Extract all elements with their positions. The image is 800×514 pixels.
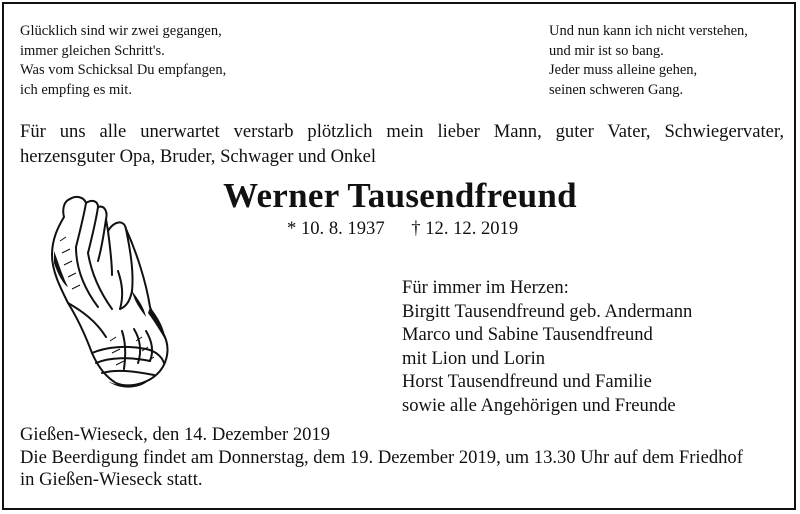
funeral-details: in Gießen-Wieseck statt. (20, 469, 203, 490)
funeral-info (20, 424, 743, 492)
poem-line: immer gleichen Schritt's. (20, 42, 165, 59)
announcement-line: Für uns alle unerwartet verstarb plötzlich mein lieber Mann, guter Vater, Schwiegervater, (20, 121, 784, 142)
life-dates (287, 218, 518, 240)
place-date: Gießen-Wieseck, den 14. Dezember 2019 (20, 424, 331, 445)
poem-line: Und nun kann ich nicht verstehen, (549, 23, 748, 39)
mourner: mit Lion und Lorin (402, 347, 546, 369)
praying-hands-icon (46, 191, 180, 401)
mourners-heading: Für immer im Herzen: (402, 277, 569, 298)
poem-line: und mir ist so bang. (549, 42, 664, 59)
announcement-text (20, 119, 784, 169)
poem-line: ich empfing es mit. (20, 81, 132, 98)
mourner: Birgitt Tausendfreund geb. Andermann (402, 300, 693, 322)
poem-line: Glücklich sind wir zwei gegangen, (20, 23, 222, 39)
birth-date: * 10. 8. 1937 (287, 218, 385, 239)
announcement-line: herzensguter Opa, Bruder, Schwager und Onkel (20, 146, 377, 167)
death-date: † 12. 12. 2019 (411, 218, 519, 239)
poem-line: seinen schweren Gang. (549, 81, 684, 98)
poem-line: Jeder muss alleine gehen, (549, 62, 698, 78)
mourner: Horst Tausendfreund und Familie (402, 371, 652, 392)
poem-right (549, 22, 748, 100)
poem-left (20, 22, 226, 100)
mourner: sowie alle Angehörigen und Freunde (402, 394, 676, 416)
deceased-name: Werner Tausendfreund (223, 176, 577, 215)
funeral-details: Die Beerdigung findet am Donnerstag, dem 19. Dezember 2019, um 13.30 Uhr auf dem Friedhof (20, 446, 743, 468)
poem-line: Was vom Schicksal Du empfangen, (20, 62, 227, 78)
mourners-list (402, 276, 692, 417)
mourner: Marco und Sabine Tausendfreund (402, 324, 653, 345)
